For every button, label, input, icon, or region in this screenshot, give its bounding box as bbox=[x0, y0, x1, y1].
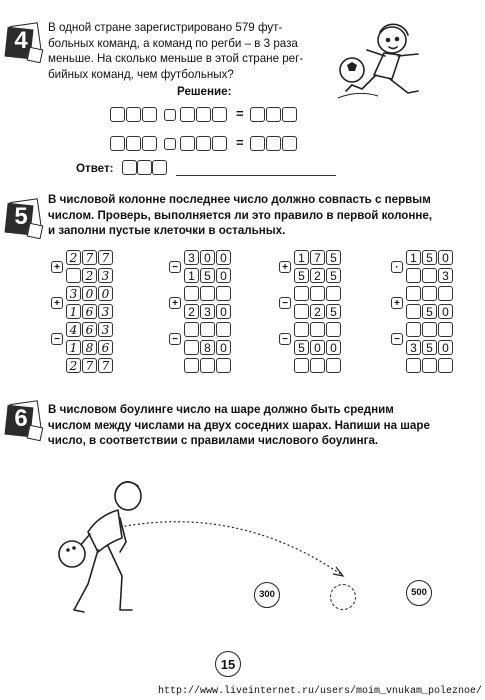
football-player-illustration bbox=[330, 18, 450, 110]
task5-line: В числовой колонне последнее число должно совпасть с первым bbox=[48, 193, 431, 206]
empty-digit-box[interactable] bbox=[422, 322, 437, 337]
empty-digit-box[interactable] bbox=[422, 358, 437, 373]
solution-box[interactable] bbox=[196, 136, 211, 151]
bowling-ball-icon bbox=[59, 541, 85, 567]
digit-box: 5 bbox=[294, 340, 309, 355]
digit-box: 3 bbox=[200, 304, 215, 319]
digit-box: 5 bbox=[326, 304, 341, 319]
digit-box: 1 bbox=[406, 250, 421, 265]
empty-digit-box[interactable] bbox=[66, 268, 81, 283]
empty-digit-box[interactable] bbox=[216, 322, 231, 337]
digit-box: 0 bbox=[438, 340, 453, 355]
operation-sign: + bbox=[51, 297, 63, 309]
page-number: 15 bbox=[215, 651, 241, 677]
operation-sign: − bbox=[391, 333, 403, 345]
empty-digit-box[interactable] bbox=[310, 358, 325, 373]
empty-digit-box[interactable] bbox=[406, 358, 421, 373]
digit-box: 6 bbox=[82, 322, 97, 337]
operation-sign: − bbox=[279, 297, 291, 309]
solution-box[interactable] bbox=[110, 136, 125, 151]
digit-box: 7 bbox=[82, 358, 97, 373]
answer-label: Ответ: bbox=[76, 162, 114, 175]
empty-digit-box[interactable] bbox=[294, 322, 309, 337]
empty-digit-box[interactable] bbox=[200, 358, 215, 373]
digit-box: 7 bbox=[98, 358, 113, 373]
digit-box: 0 bbox=[98, 286, 113, 301]
task4-line: больных команд, а команд по регби – в 3 раза bbox=[48, 36, 298, 50]
digit-box: 1 bbox=[184, 268, 199, 283]
empty-digit-box[interactable] bbox=[294, 304, 309, 319]
digit-box: 0 bbox=[326, 340, 341, 355]
task4-text bbox=[48, 20, 338, 82]
digit-box: 5 bbox=[422, 340, 437, 355]
digit-box: 2 bbox=[310, 304, 325, 319]
digit-box: 7 bbox=[98, 250, 113, 265]
digit-box: 0 bbox=[216, 340, 231, 355]
empty-digit-box[interactable] bbox=[200, 322, 215, 337]
digit-box: 3 bbox=[406, 340, 421, 355]
bowling-ball: 300 bbox=[254, 582, 280, 608]
digit-box: 3 bbox=[66, 286, 81, 301]
digit-box: 0 bbox=[310, 340, 325, 355]
digit-box: 0 bbox=[216, 268, 231, 283]
answer-box[interactable] bbox=[152, 160, 167, 175]
digit-box: 0 bbox=[216, 250, 231, 265]
empty-digit-box[interactable] bbox=[326, 322, 341, 337]
empty-digit-box[interactable] bbox=[184, 322, 199, 337]
answer-box[interactable] bbox=[122, 160, 137, 175]
footer-url[interactable]: http://www.liveinternet.ru/users/moim_vnukam_poleznoe/ bbox=[158, 686, 483, 697]
digit-box: 0 bbox=[82, 286, 97, 301]
task-number: 6 bbox=[14, 405, 28, 432]
empty-digit-box[interactable] bbox=[184, 358, 199, 373]
solution-box[interactable] bbox=[142, 107, 157, 122]
operation-box[interactable] bbox=[164, 109, 176, 121]
empty-digit-box[interactable] bbox=[406, 304, 421, 319]
task4-line: В одной стране зарегистрировано 579 фут- bbox=[48, 21, 283, 34]
empty-digit-box[interactable] bbox=[294, 358, 309, 373]
empty-digit-box[interactable] bbox=[326, 286, 341, 301]
digit-box: 2 bbox=[184, 304, 199, 319]
solution-box[interactable] bbox=[266, 136, 281, 151]
solution-box[interactable] bbox=[266, 107, 281, 122]
task5-line: и заполни пустые клеточки в остальных. bbox=[48, 224, 286, 237]
solution-box[interactable] bbox=[180, 136, 195, 151]
empty-digit-box[interactable] bbox=[406, 268, 421, 283]
operation-sign: − bbox=[169, 333, 181, 345]
answer-line bbox=[176, 175, 336, 176]
digit-box: 5 bbox=[422, 304, 437, 319]
solution-box[interactable] bbox=[126, 136, 141, 151]
operation-sign: − bbox=[279, 333, 291, 345]
digit-box: 3 bbox=[98, 322, 113, 337]
digit-box: 7 bbox=[310, 250, 325, 265]
digit-box: 3 bbox=[98, 304, 113, 319]
digit-box: 0 bbox=[438, 250, 453, 265]
digit-box: 3 bbox=[438, 268, 453, 283]
digit-box: 1 bbox=[294, 250, 309, 265]
digit-box: 8 bbox=[200, 340, 215, 355]
digit-box: 6 bbox=[82, 304, 97, 319]
solution-box[interactable] bbox=[110, 107, 125, 122]
empty-digit-box[interactable] bbox=[406, 322, 421, 337]
solution-label: Решение: bbox=[177, 85, 232, 98]
empty-digit-box[interactable] bbox=[294, 286, 309, 301]
task5-line: числом. Проверь, выполняется ли это правило в первой колонне, bbox=[48, 208, 433, 222]
trajectory-line bbox=[120, 515, 350, 590]
digit-box: 0 bbox=[216, 304, 231, 319]
digit-box: 3 bbox=[98, 268, 113, 283]
digit-box: 8 bbox=[82, 340, 97, 355]
operation-sign: + bbox=[51, 261, 63, 273]
task4-line: меньше. На сколько меньше в этой стране рег- bbox=[48, 52, 304, 65]
solution-box[interactable] bbox=[282, 136, 297, 151]
digit-box: 2 bbox=[66, 250, 81, 265]
empty-digit-box[interactable] bbox=[422, 286, 437, 301]
task6-text bbox=[48, 402, 468, 449]
digit-box: 2 bbox=[310, 268, 325, 283]
digit-box: 5 bbox=[422, 250, 437, 265]
digit-box: 0 bbox=[438, 304, 453, 319]
operation-sign: + bbox=[391, 297, 403, 309]
digit-box: 2 bbox=[66, 358, 81, 373]
task-number: 4 bbox=[14, 27, 28, 54]
digit-box: 4 bbox=[66, 322, 81, 337]
operation-sign: + bbox=[279, 261, 291, 273]
answer-box[interactable] bbox=[137, 160, 152, 175]
empty-digit-box[interactable] bbox=[216, 358, 231, 373]
task5-text bbox=[48, 192, 468, 239]
operation-box[interactable] bbox=[164, 138, 176, 150]
digit-box: 5 bbox=[326, 250, 341, 265]
task6-line: число, в соответствии с правилами числового боулинга. bbox=[48, 434, 379, 447]
digit-box: 3 bbox=[184, 250, 199, 265]
solution-box[interactable] bbox=[282, 107, 297, 122]
empty-digit-box[interactable] bbox=[326, 358, 341, 373]
empty-digit-box[interactable] bbox=[438, 322, 453, 337]
digit-box: 0 bbox=[200, 250, 215, 265]
empty-digit-box[interactable] bbox=[310, 322, 325, 337]
operation-sign: + bbox=[169, 297, 181, 309]
task4-line: бийных команд, чем футбольных? bbox=[48, 67, 234, 81]
solution-box[interactable] bbox=[196, 107, 211, 122]
empty-digit-box[interactable] bbox=[200, 286, 215, 301]
operation-sign: − bbox=[169, 261, 181, 273]
solution-box[interactable] bbox=[212, 107, 227, 122]
bowling-ball: 500 bbox=[406, 580, 432, 606]
digit-box: 1 bbox=[66, 340, 81, 355]
empty-digit-box[interactable] bbox=[310, 286, 325, 301]
solution-box[interactable] bbox=[250, 107, 265, 122]
empty-digit-box[interactable] bbox=[438, 358, 453, 373]
solution-box[interactable] bbox=[180, 107, 195, 122]
task6-line: В числовом боулинге число на шаре должно быть средним bbox=[48, 403, 394, 416]
solution-box[interactable] bbox=[142, 136, 157, 151]
digit-box: 2 bbox=[82, 268, 97, 283]
digit-box: 1 bbox=[66, 304, 81, 319]
equals-sign: = bbox=[236, 106, 244, 121]
bowling-ball-empty[interactable] bbox=[330, 584, 356, 610]
task-number-badge bbox=[6, 200, 40, 240]
digit-box: 5 bbox=[326, 268, 341, 283]
operation-sign: · bbox=[391, 261, 403, 273]
solution-box[interactable] bbox=[212, 136, 227, 151]
empty-digit-box[interactable] bbox=[438, 286, 453, 301]
task-number-badge bbox=[6, 24, 40, 64]
digit-box: 7 bbox=[82, 250, 97, 265]
solution-box[interactable] bbox=[126, 107, 141, 122]
empty-digit-box[interactable] bbox=[422, 268, 437, 283]
task-number: 5 bbox=[14, 203, 28, 230]
digit-box: 5 bbox=[200, 268, 215, 283]
empty-digit-box[interactable] bbox=[406, 286, 421, 301]
digit-box: 6 bbox=[98, 340, 113, 355]
empty-digit-box[interactable] bbox=[184, 286, 199, 301]
task6-line: числом между числами на двух соседних шарах. Напиши на шаре bbox=[48, 418, 430, 432]
operation-sign: − bbox=[51, 333, 63, 345]
empty-digit-box[interactable] bbox=[216, 286, 231, 301]
equals-sign: = bbox=[236, 135, 244, 150]
empty-digit-box[interactable] bbox=[184, 340, 199, 355]
digit-box: 5 bbox=[294, 268, 309, 283]
task-number-badge bbox=[6, 402, 40, 442]
solution-box[interactable] bbox=[250, 136, 265, 151]
